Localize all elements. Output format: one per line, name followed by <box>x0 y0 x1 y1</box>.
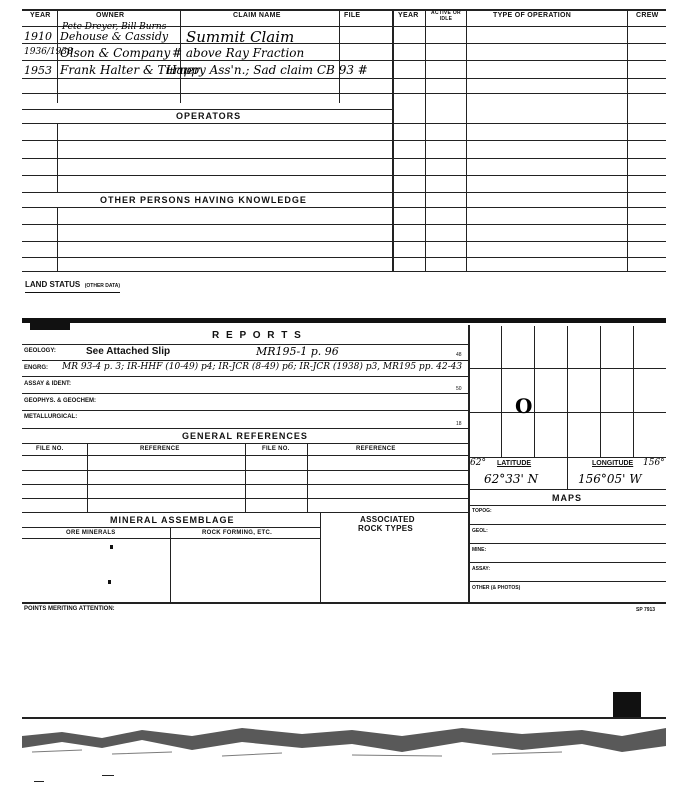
persons-rule <box>22 224 392 225</box>
col-type-of-operation: TYPE OF OPERATION <box>493 12 572 19</box>
operators-rule <box>22 175 392 176</box>
vline <box>57 207 58 271</box>
latitude-label: LATITUDE <box>497 460 532 467</box>
col-owner: OWNER <box>96 12 125 19</box>
persons-rule <box>22 207 392 208</box>
year-entry-2: 1936/1938 <box>24 47 73 57</box>
reports-rule <box>22 344 468 345</box>
scan-noise-strip <box>22 722 666 762</box>
ore-minerals-heading: ORE MINERALS <box>66 530 116 536</box>
mineral-top <box>22 512 468 513</box>
right-row-rule <box>392 241 666 242</box>
maps-other: OTHER (& PHOTOS) <box>472 585 521 591</box>
right-row-rule <box>392 158 666 159</box>
land-status-label: LAND STATUS <box>25 280 81 289</box>
reports-rule <box>22 393 468 394</box>
owner-entry-2: Olson & Company <box>60 46 171 60</box>
maps-top-rule <box>468 489 666 490</box>
bottom-rule-upper <box>22 271 666 272</box>
latlong-divider <box>567 457 568 489</box>
col-year-2: YEAR <box>398 12 419 19</box>
metallurgical-number: 18 <box>456 421 462 427</box>
maps-geol: GEOL: <box>472 528 488 534</box>
form-bottom-rule <box>22 602 666 604</box>
assay-label: ASSAY & IDENT: <box>24 381 72 387</box>
scan-artifact-line <box>22 717 666 719</box>
grid-hline <box>468 412 666 413</box>
mineral-rule <box>22 538 320 539</box>
latitude-value: 62°33' N <box>484 472 539 486</box>
right-row-rule <box>392 175 666 176</box>
right-row-rule <box>392 257 666 258</box>
reports-rule <box>22 428 468 429</box>
gr-col-reference-2: REFERENCE <box>356 446 396 452</box>
geology-number: 48 <box>456 352 462 358</box>
grid-vline <box>567 326 568 457</box>
land-status <box>25 274 120 293</box>
geology-reference: MR195-1 p. 96 <box>256 345 339 358</box>
ink-dot <box>108 580 111 584</box>
reports-top-bar <box>22 318 666 323</box>
gr-col-file-no-1: FILE NO. <box>36 446 64 452</box>
long-suffix: 156° <box>643 458 665 468</box>
col-claim-name: CLAIM NAME <box>233 12 281 19</box>
gr-col-reference-1: REFERENCE <box>140 446 180 452</box>
right-row-rule <box>392 93 666 94</box>
right-row-rule <box>392 60 666 61</box>
land-status-sub: (OTHER DATA) <box>84 283 121 289</box>
grid-vline <box>633 326 634 457</box>
maps-rule <box>468 562 666 563</box>
maps-assay: ASSAY: <box>472 566 491 572</box>
form-number: SP 7913 <box>636 607 656 613</box>
associated-heading: ASSOCIATED <box>360 515 415 524</box>
right-row-rule <box>392 43 666 44</box>
col-crew: CREW <box>636 12 659 19</box>
claim-entry-2: # above Ray Fraction <box>172 46 305 60</box>
owner-entry-0: Pete Dreyer, Bill Burns <box>62 22 167 32</box>
longitude-value: 156°05' W <box>578 472 642 486</box>
year-entry-3: 1953 <box>24 64 52 77</box>
longitude-label: LONGITUDE <box>592 460 634 467</box>
grid-vline <box>534 326 535 457</box>
mineral-divider <box>320 512 321 602</box>
rock-forming-heading: ROCK FORMING, ETC. <box>202 530 273 536</box>
scan-artifact-dash <box>34 781 44 782</box>
points-meriting-label: POINTS MERITING ATTENTION: <box>24 606 115 612</box>
mineral-rule <box>22 527 320 528</box>
right-row-rule <box>392 140 666 141</box>
col-file: FILE <box>344 12 361 19</box>
engrg-label: ENGRG: <box>24 365 48 371</box>
reports-rule <box>22 360 468 361</box>
top-border <box>22 9 666 11</box>
maps-rule <box>468 524 666 525</box>
col-year: YEAR <box>30 12 51 19</box>
persons-rule <box>22 257 392 258</box>
col-active-idle: ACTIVE OR IDLE <box>431 10 461 22</box>
scan-artifact-dash <box>102 775 114 776</box>
row-rule <box>22 78 392 79</box>
geology-label: GEOLOGY: <box>24 348 56 354</box>
reports-ink-mark <box>30 322 70 330</box>
grid-hline <box>468 368 666 369</box>
maps-mine: MINE: <box>472 547 487 553</box>
gr-vline <box>245 443 246 512</box>
geophys-label: GEOPHYS. & GEOCHEM: <box>24 398 97 404</box>
scan-artifact-block <box>613 692 641 719</box>
maps-heading: MAPS <box>552 493 583 503</box>
maps-rule <box>468 543 666 544</box>
claim-entry-3: Happy Ass'n.; Sad claim CB 93 # <box>166 63 368 77</box>
claim-entry-1: Summit Claim <box>186 28 295 46</box>
reports-heading: R E P O R T S <box>212 330 303 341</box>
assay-number: 50 <box>456 386 462 392</box>
right-row-rule <box>392 224 666 225</box>
operators-top <box>22 109 392 110</box>
row-rule <box>22 60 392 61</box>
reports-rule <box>22 410 468 411</box>
geology-value: See Attached Slip <box>86 346 171 357</box>
right-row-rule <box>392 192 666 193</box>
operators-rule <box>22 140 392 141</box>
row-rule <box>22 93 392 94</box>
rock-types-heading: ROCK TYPES <box>358 524 414 533</box>
lat-prefix: 62° <box>470 458 486 468</box>
persons-rule <box>22 241 392 242</box>
gr-col-file-no-2: FILE NO. <box>262 446 290 452</box>
grid-location-mark: O <box>515 394 533 418</box>
right-row-rule <box>392 207 666 208</box>
owner-entry-1: Dehouse & Cassidy <box>60 30 169 43</box>
gr-vline <box>87 443 88 512</box>
grid-vline <box>600 326 601 457</box>
operators-heading: OPERATORS <box>176 111 242 121</box>
mineral-assemblage-heading: MINERAL ASSEMBLAGE <box>110 515 235 525</box>
ink-dot <box>110 545 113 549</box>
maps-rule <box>468 581 666 582</box>
persons-top <box>22 192 392 193</box>
vline <box>57 123 58 192</box>
other-persons-heading: OTHER PERSONS HAVING KNOWLEDGE <box>100 195 307 205</box>
general-references-heading: GENERAL REFERENCES <box>182 431 308 441</box>
reports-rule <box>22 376 468 377</box>
owner-entry-3: Frank Halter & Turner <box>60 63 200 77</box>
mineral-vline <box>170 527 171 602</box>
gr-vline <box>307 443 308 512</box>
operators-rule <box>22 123 392 124</box>
vline <box>339 9 340 103</box>
maps-topog: TOPOG: <box>472 508 492 514</box>
engrg-value: MR 93-4 p. 3; IR-HHF (10-49) p4; IR-JCR (8-49) p6; IR-JCR (1938) p3, MR195 pp. 42-43 <box>62 362 463 372</box>
right-row-rule <box>392 123 666 124</box>
year-entry-1: 1910 <box>24 30 52 43</box>
operators-rule <box>22 158 392 159</box>
right-row-rule <box>392 78 666 79</box>
metallurgical-label: METALLURGICAL: <box>24 414 78 420</box>
maps-rule <box>468 505 666 506</box>
grid-vline <box>501 326 502 457</box>
